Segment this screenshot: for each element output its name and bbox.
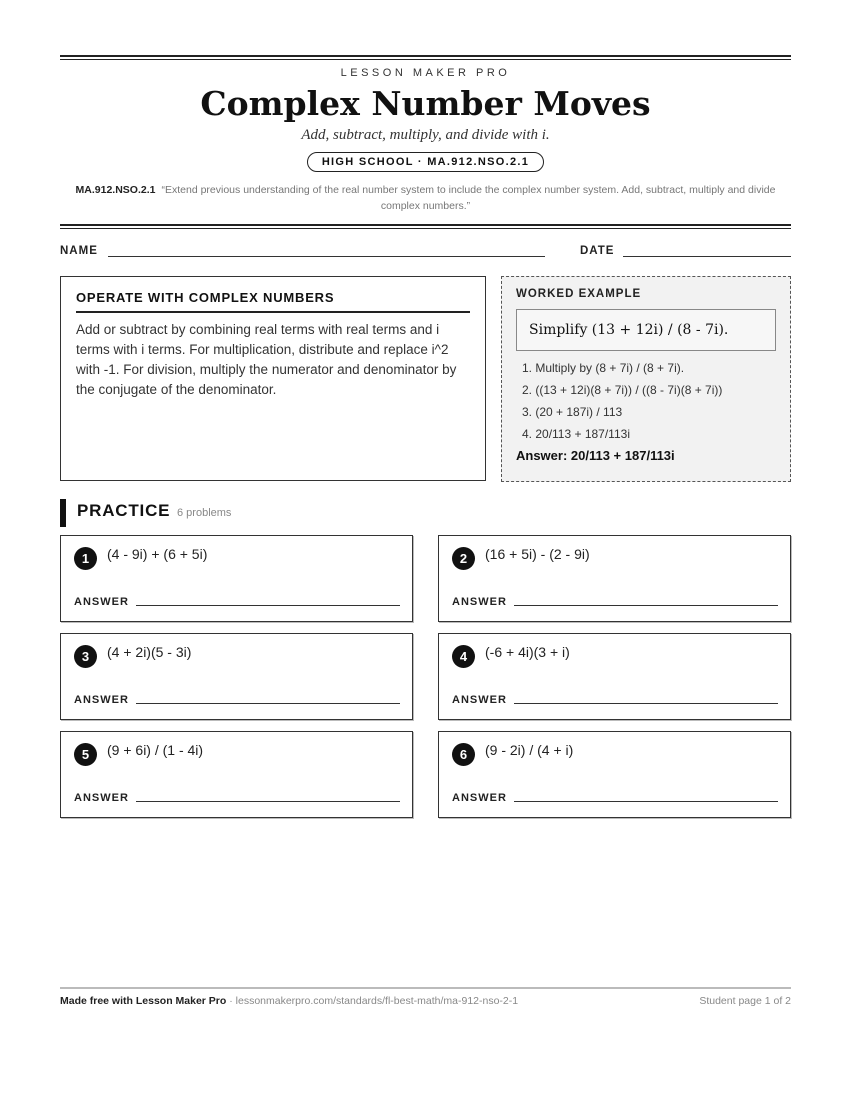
worked-example-box xyxy=(501,276,791,482)
footer-made-with: Made free with Lesson Maker Pro xyxy=(60,995,227,1007)
practice-header xyxy=(60,499,460,527)
top-double-rule xyxy=(60,55,791,60)
answer-label: ANSWER xyxy=(452,694,507,706)
practice-problem-1 xyxy=(60,535,413,622)
problem-number-badge: 2 xyxy=(452,547,475,570)
answer-line[interactable] xyxy=(514,605,778,606)
footer-credit xyxy=(60,995,518,1007)
practice-count: 6 problems xyxy=(177,507,232,519)
operate-body: Add or subtract by combining real terms with real terms and i terms with i terms. For multiplication, distribute and replace i^2 with -1. For division, multiply the numerator and denominator by the conjugate of the denominator. xyxy=(76,322,457,397)
answer-line[interactable] xyxy=(514,801,778,802)
answer-label: ANSWER xyxy=(74,694,129,706)
practice-problem-4 xyxy=(438,633,791,720)
worked-example-step: 1. Multiply by (8 + 7i) / (8 + 7i). xyxy=(522,361,685,375)
brand-label: LESSON MAKER PRO xyxy=(340,67,511,79)
practice-problem-6 xyxy=(438,731,791,818)
problem-number-badge: 3 xyxy=(74,645,97,668)
answer-line[interactable] xyxy=(136,703,400,704)
header-bottom-rule xyxy=(60,224,791,229)
problem-number-badge: 4 xyxy=(452,645,475,668)
problem-expression: (-6 + 4i)(3 + i) xyxy=(485,644,570,660)
name-field-line[interactable] xyxy=(108,256,545,257)
grade-standard-badge: HIGH SCHOOL · MA.912.NSO.2.1 xyxy=(307,152,544,172)
problem-expression: (9 - 2i) / (4 + i) xyxy=(485,742,574,758)
footer-rule xyxy=(60,987,791,989)
answer-line[interactable] xyxy=(136,801,400,802)
worked-example-answer: Answer: 20/113 + 187/113i xyxy=(516,448,675,463)
date-field-line[interactable] xyxy=(623,256,791,257)
practice-title: PRACTICE xyxy=(77,501,171,520)
problem-number-badge: 6 xyxy=(452,743,475,766)
answer-line[interactable] xyxy=(136,605,400,606)
problem-number-badge: 1 xyxy=(74,547,97,570)
name-label: NAME xyxy=(60,245,98,257)
footer-page-number: Student page 1 of 2 xyxy=(699,995,791,1007)
problem-number-badge: 5 xyxy=(74,743,97,766)
problem-expression: (16 + 5i) - (2 - 9i) xyxy=(485,546,590,562)
practice-problem-3 xyxy=(60,633,413,720)
answer-label: ANSWER xyxy=(74,792,129,804)
problem-expression: (4 - 9i) + (6 + 5i) xyxy=(107,546,208,562)
operate-instructions-box xyxy=(60,276,486,481)
standard-code: MA.912.NSO.2.1 xyxy=(75,184,156,196)
worksheet-subtitle: Add, subtract, multiply, and divide with i. xyxy=(301,127,550,143)
practice-problem-5 xyxy=(60,731,413,818)
date-label: DATE xyxy=(580,245,615,257)
worked-example-problem: Simplify (13 + 12i) / (8 - 7i). xyxy=(516,309,776,351)
worked-example-steps xyxy=(516,357,776,445)
standard-description xyxy=(60,182,791,214)
answer-label: ANSWER xyxy=(452,596,507,608)
worked-example-step: 4. 20/113 + 187/113i xyxy=(522,427,630,441)
answer-line[interactable] xyxy=(514,703,778,704)
practice-problem-2 xyxy=(438,535,791,622)
worked-example-step: 2. ((13 + 12i)(8 + 7i)) / ((8 - 7i)(8 + 7i)) xyxy=(522,383,723,397)
answer-label: ANSWER xyxy=(74,596,129,608)
practice-accent-bar xyxy=(60,499,66,527)
worked-example-step: 3. (20 + 187i) / 113 xyxy=(522,405,623,419)
problem-expression: (4 + 2i)(5 - 3i) xyxy=(107,644,192,660)
worked-example-title: WORKED EXAMPLE xyxy=(516,288,642,300)
answer-label: ANSWER xyxy=(452,792,507,804)
standard-text: “Extend previous understanding of the real number system to include the complex number system. Add, subtract, multiply and divide complex numbers.” xyxy=(161,184,776,212)
problem-expression: (9 + 6i) / (1 - 4i) xyxy=(107,742,204,758)
operate-title: OPERATE WITH COMPLEX NUMBERS xyxy=(76,290,470,313)
name-date-row xyxy=(60,245,791,261)
footer-url[interactable]: · lessonmakerpro.com/standards/fl-best-math/ma-912-nso-2-1 xyxy=(226,995,519,1007)
worksheet-title: Complex Number Moves xyxy=(200,84,651,123)
